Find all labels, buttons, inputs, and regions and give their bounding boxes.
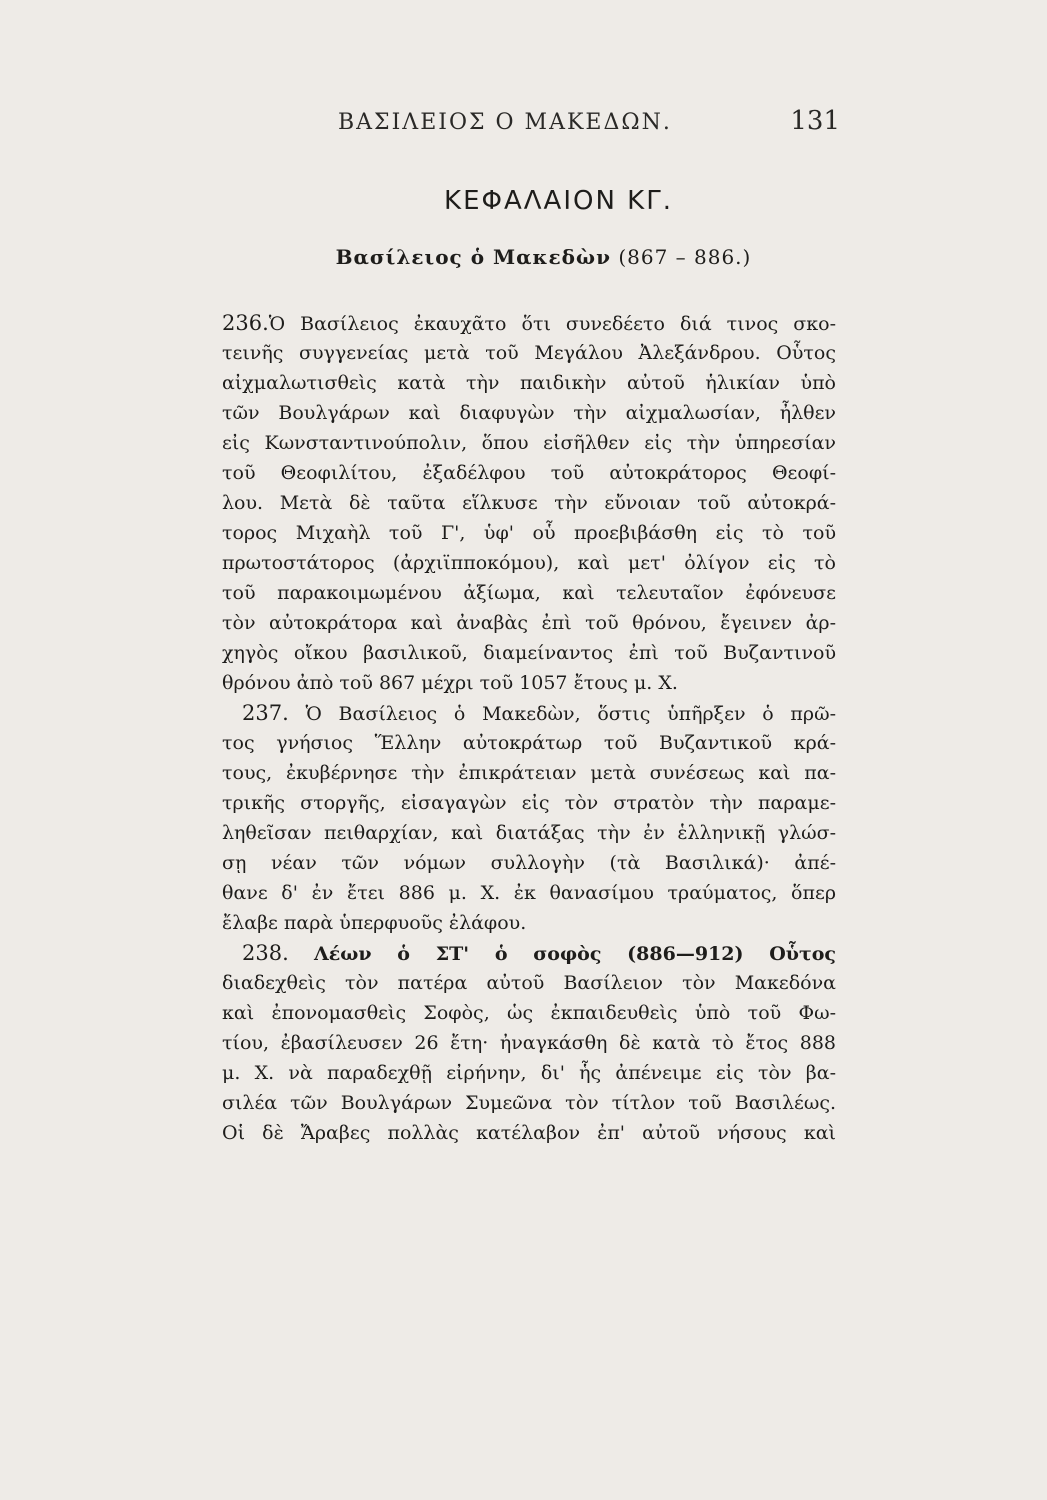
text-line: τορος Μιχαὴλ τοῦ Γ', ὑφ' οὗ προεβιβάσθη εἰς τὸ τοῦ <box>222 522 836 544</box>
chapter-subtitle <box>0 245 1047 269</box>
text-line: λου. Μετὰ δὲ ταῦτα εἵλκυσε τὴν εὔνοιαν τοῦ αὐτοκρά- <box>222 492 836 514</box>
text-line: 238. Λέων ὁ ΣΤ' ὁ σοφὸς (886—912) Οὗτος <box>242 941 836 965</box>
text-line: τοῦ Θεοφιλίτου, ἐξαδέλφου τοῦ αὐτοκράτορος Θεοφί- <box>222 462 836 484</box>
text-line: μ. Χ. νὰ παραδεχθῇ εἰρήνην, δι' ἧς ἀπένειμε εἰς τὸν βα- <box>222 1062 836 1084</box>
text-line: 236.Ὁ Βασίλειος ἐκαυχᾶτο ὅτι συνεδέετο διά τινος σκο- <box>222 311 836 335</box>
text-line: ληθεῖσαν πειθαρχίαν, καὶ διατάξας τὴν ἐν ἑλληνικῇ γλώσ- <box>222 822 836 844</box>
text-line: τὸν αὐτοκράτορα καὶ ἀναβὰς ἐπὶ τοῦ θρόνου, ἔγεινεν ἀρ- <box>222 612 836 634</box>
paragraph-number: 238. <box>242 941 289 965</box>
text-line: σιλέα τῶν Βουλγάρων Συμεῶνα τὸν τίτλον τοῦ Βασιλέως. <box>222 1092 836 1114</box>
text-line: θρόνου ἀπὸ τοῦ 867 μέχρι τοῦ 1057 ἔτους μ. Χ. <box>222 672 678 694</box>
text-line: τίου, ἐβασίλευσεν 26 ἔτη· ἠναγκάσθη δὲ κατὰ τὸ ἔτος 888 <box>222 1032 836 1054</box>
running-title: ΒΑΣΙΛΕΙΟΣ Ο ΜΑΚΕΔΩΝ. <box>338 110 672 135</box>
text-line: τρικῆς στοργῆς, εἰσαγαγὼν εἰς τὸν στρατὸν τὴν παραμε- <box>222 792 836 814</box>
body-text <box>222 308 836 1148</box>
text-line: σῃ νέαν τῶν νόμων συλλογὴν (τὰ Βασιλικά)· ἀπέ- <box>222 852 836 874</box>
text-line: χηγὸς οἴκου βασιλικοῦ, διαμείναντος ἐπὶ τοῦ Βυζαντινοῦ <box>222 642 836 664</box>
text-line: ἔλαβε παρὰ ὑπερφυοῦς ἐλάφου. <box>222 912 527 934</box>
page-number: 131 <box>790 106 840 136</box>
paragraph-number: 237. <box>242 701 289 725</box>
text-line: εἰς Κωνσταντινούπολιν, ὅπου εἰσῆλθεν εἰς τὴν ὑπηρεσίαν <box>222 432 836 454</box>
text-line: Οἱ δὲ Ἄραβες πολλὰς κατέλαβον ἐπ' αὐτοῦ νήσους καὶ <box>222 1122 836 1144</box>
subtitle-name: Βασίλειος ὁ Μακεδὼν <box>335 245 611 269</box>
text-line: διαδεχθεὶς τὸν πατέρα αὐτοῦ Βασίλειον τὸν Μακεδόνα <box>222 972 836 994</box>
text-line: τος γνήσιος Ἕλλην αὐτοκράτωρ τοῦ Βυζαντικοῦ κρά- <box>222 732 836 754</box>
subtitle-dates: (867 – 886.) <box>618 245 752 269</box>
text-line: θανε δ' ἐν ἔτει 886 μ. Χ. ἐκ θανασίμου τραύματος, ὅπερ <box>222 882 836 904</box>
text-line: πρωτοστάτορος (ἀρχιϊπποκόμου), καὶ μετ' ὀλίγον εἰς τὸ <box>222 552 836 574</box>
text-line: τῶν Βουλγάρων καὶ διαφυγὼν τὴν αἰχμαλωσίαν, ἦλθεν <box>222 402 836 424</box>
text-line: τους, ἐκυβέρνησε τὴν ἐπικράτειαν μετὰ συνέσεως καὶ πα- <box>222 762 836 784</box>
text-line: τεινῆς συγγενείας μετὰ τοῦ Μεγάλου Ἀλεξάνδρου. Οὗτος <box>222 342 836 364</box>
text-line: 237. Ὁ Βασίλειος ὁ Μακεδὼν, ὅστις ὑπῆρξεν ὁ πρῶ- <box>242 701 836 725</box>
running-head <box>200 100 840 140</box>
text-line: καὶ ἐπονομασθεὶς Σοφὸς, ὡς ἐκπαιδευθεὶς ὑπὸ τοῦ Φω- <box>222 1002 836 1024</box>
paragraph-number: 236. <box>222 311 269 335</box>
text-line: αἰχμαλωτισθεὶς κατὰ τὴν παιδικὴν αὐτοῦ ἡλικίαν ὑπὸ <box>222 372 836 394</box>
chapter-title: ΚΕΦΑΛΑΙΟΝ ΚΓ. <box>444 186 673 216</box>
text-line: τοῦ παρακοιμωμένου ἀξίωμα, καὶ τελευταῖον ἐφόνευσε <box>222 582 836 604</box>
